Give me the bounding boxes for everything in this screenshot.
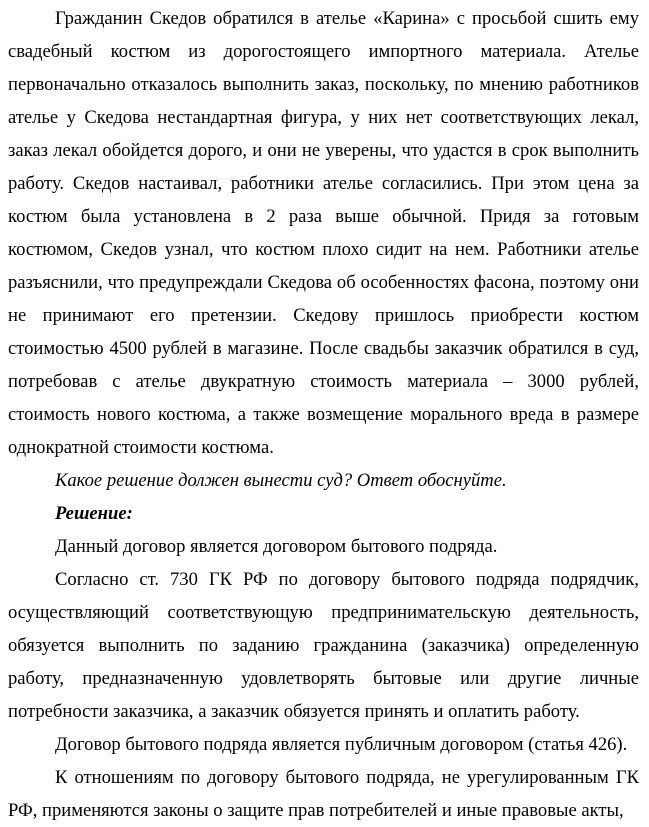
consumer-law-paragraph: К отношениям по договору бытового подряда, не урегулированным ГК РФ, применяются законы о защите прав потребителей и иные правовые акты, bbox=[8, 767, 639, 821]
contract-type-paragraph: Данный договор является договором бытового подряда. bbox=[55, 536, 498, 557]
case-paragraph: Гражданин Скедов обратился в ателье «Карина» с просьбой сшить ему свадебный костюм из дорогостоящего импортного материала. Ателье первоначально отказалось выполнить заказ, поскольку, по мнению работников ателье у Скедова нестандартная фигура, у них нет соответствующих лекал, заказ лекал обойдется дорого, и они не уверены, что удастся в срок выполнить работу. Скедов настаивал, работники ателье согласились. При этом цена за костюм была установлена в 2 раза выше обычной. Придя за готовым костюмом, Скедов узнал, что костюм плохо сидит на нем. Работники ателье разъяснили, что предупреждали Скедова об особенностях фасона, поэтому они не принимают его претензии. Скедову пришлось приобрести костюм стоимостью 4500 рублей в магазине. После свадьбы заказчик обратился в суд, потребовав с ателье двукратную стоимость материала – 3000 рублей, стоимость нового костюма, а также возмещение морального вреда в размере однократной стоимости костюма. bbox=[8, 8, 639, 458]
solution-heading: Решение: bbox=[55, 503, 133, 524]
question-paragraph: Какое решение должен вынести суд? Ответ обоснуйте. bbox=[55, 470, 507, 491]
public-contract-paragraph: Договор бытового подряда является публичным договором (статья 426). bbox=[55, 734, 628, 755]
article-730-paragraph: Согласно ст. 730 ГК РФ по договору бытового подряда подрядчик, осуществляющий соответствующую предпринимательскую деятельность, обязуется выполнить по заданию гражданина (заказчика) определенную работу, предназначенную удовлетворять бытовые или другие личные потребности заказчика, а заказчик обязуется принять и оплатить работу. bbox=[8, 569, 639, 722]
document-page bbox=[8, 2, 639, 827]
